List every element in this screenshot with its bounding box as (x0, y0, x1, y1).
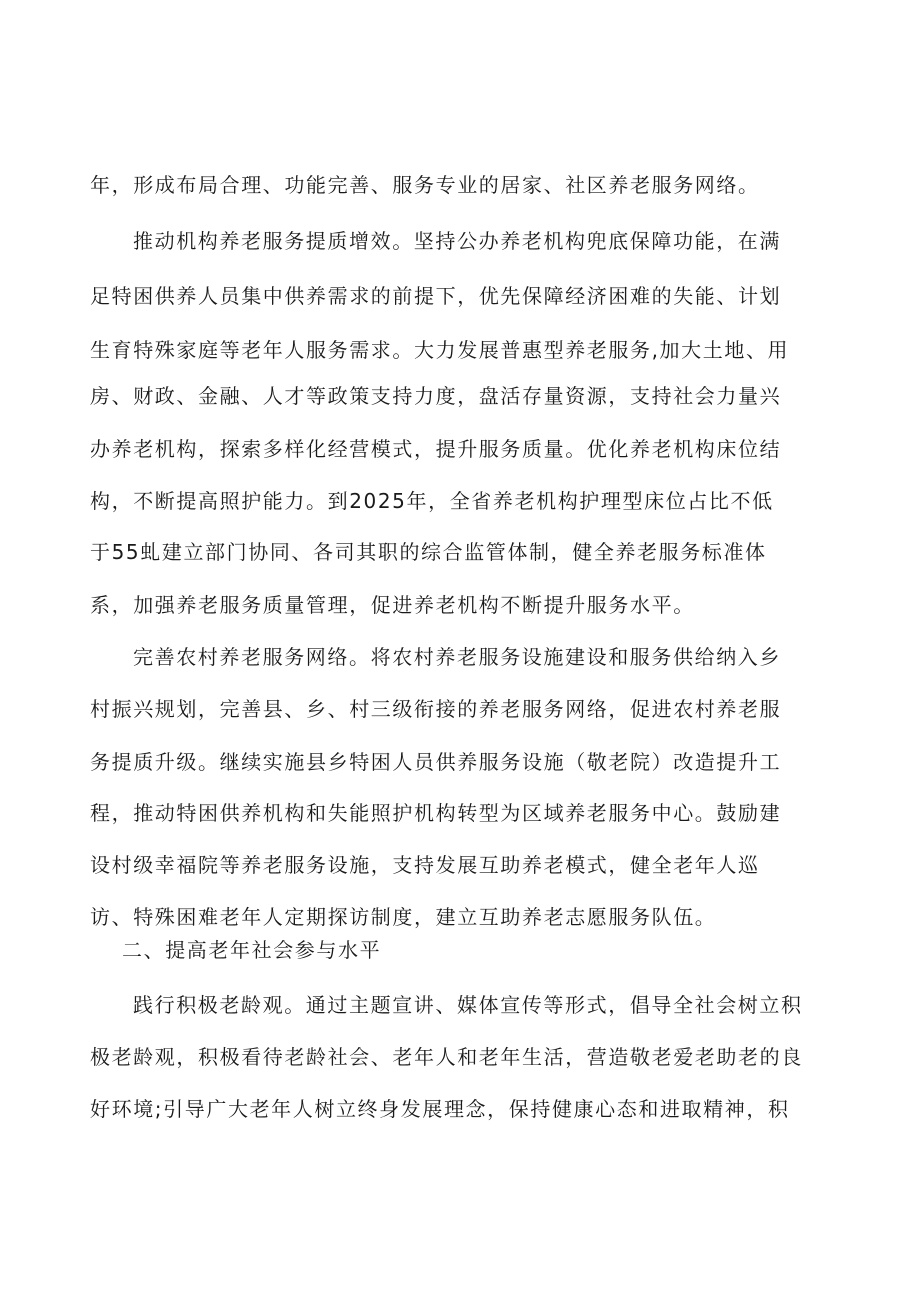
text-line: 系，加强养老服务质量管理，促进养老机构不断提升服务水平。 (90, 593, 695, 617)
section-heading: 二、提高老年社会参与水平 (122, 938, 382, 962)
text-line: 于55虬建立部门协同、各司其职的综合监管体制，健全养老服务标准体 (90, 540, 767, 564)
paragraph-first-line: 推动机构养老服务提质增效。坚持公办养老机构兜底保障功能，在满 (133, 229, 781, 253)
text-line: 极老龄观，积极看待老龄社会、老年人和老年生活，营造敬老爱老助老的良 (90, 1045, 803, 1069)
text-line: 生育特殊家庭等老年人服务需求。大力发展普惠型养老服务,加大土地、用 (90, 338, 790, 362)
paragraph-first-line: 完善农村养老服务网络。将农村养老服务设施建设和服务供给纳入乡 (133, 645, 781, 669)
text-line: 设村级幸福院等养老服务设施，支持发展互助养老模式，健全老年人巡 (90, 853, 760, 877)
text-line: 构，不断提高照护能力。到2025年，全省养老机构护理型床位占比不低 (90, 489, 774, 513)
paragraph-first-line: 践行积极老龄观。通过主题宣讲、媒体宣传等形式，倡导全社会树立积 (133, 993, 803, 1017)
text-line: 年，形成布局合理、功能完善、服务专业的居家、社区养老服务网络。 (90, 173, 760, 197)
text-line: 访、特殊困难老年人定期探访制度，建立互助养老志愿服务队伍。 (90, 905, 717, 929)
text-line: 足特困供养人员集中供养需求的前提下，优先保障经济困难的失能、计划 (90, 284, 782, 308)
text-line: 房、财政、金融、人才等政策支持力度，盘活存量资源，支持社会力量兴 (90, 384, 782, 408)
text-line: 办养老机构，探索多样化经营模式，提升服务质量。优化养老机构床位结 (90, 437, 782, 461)
text-line: 程，推动特困供养机构和失能照护机构转型为区域养老服务中心。鼓励建 (90, 801, 782, 825)
text-line: 务提质升级。继续实施县乡特困人员供养服务设施（敬老院）改造提升工 (90, 750, 782, 774)
text-line: 好环境;引导广大老年人树立终身发展理念，保持健康心态和进取精神，积 (90, 1097, 790, 1121)
text-line: 村振兴规划，完善县、乡、村三级衔接的养老服务网络，促进农村养老服 (90, 697, 782, 721)
